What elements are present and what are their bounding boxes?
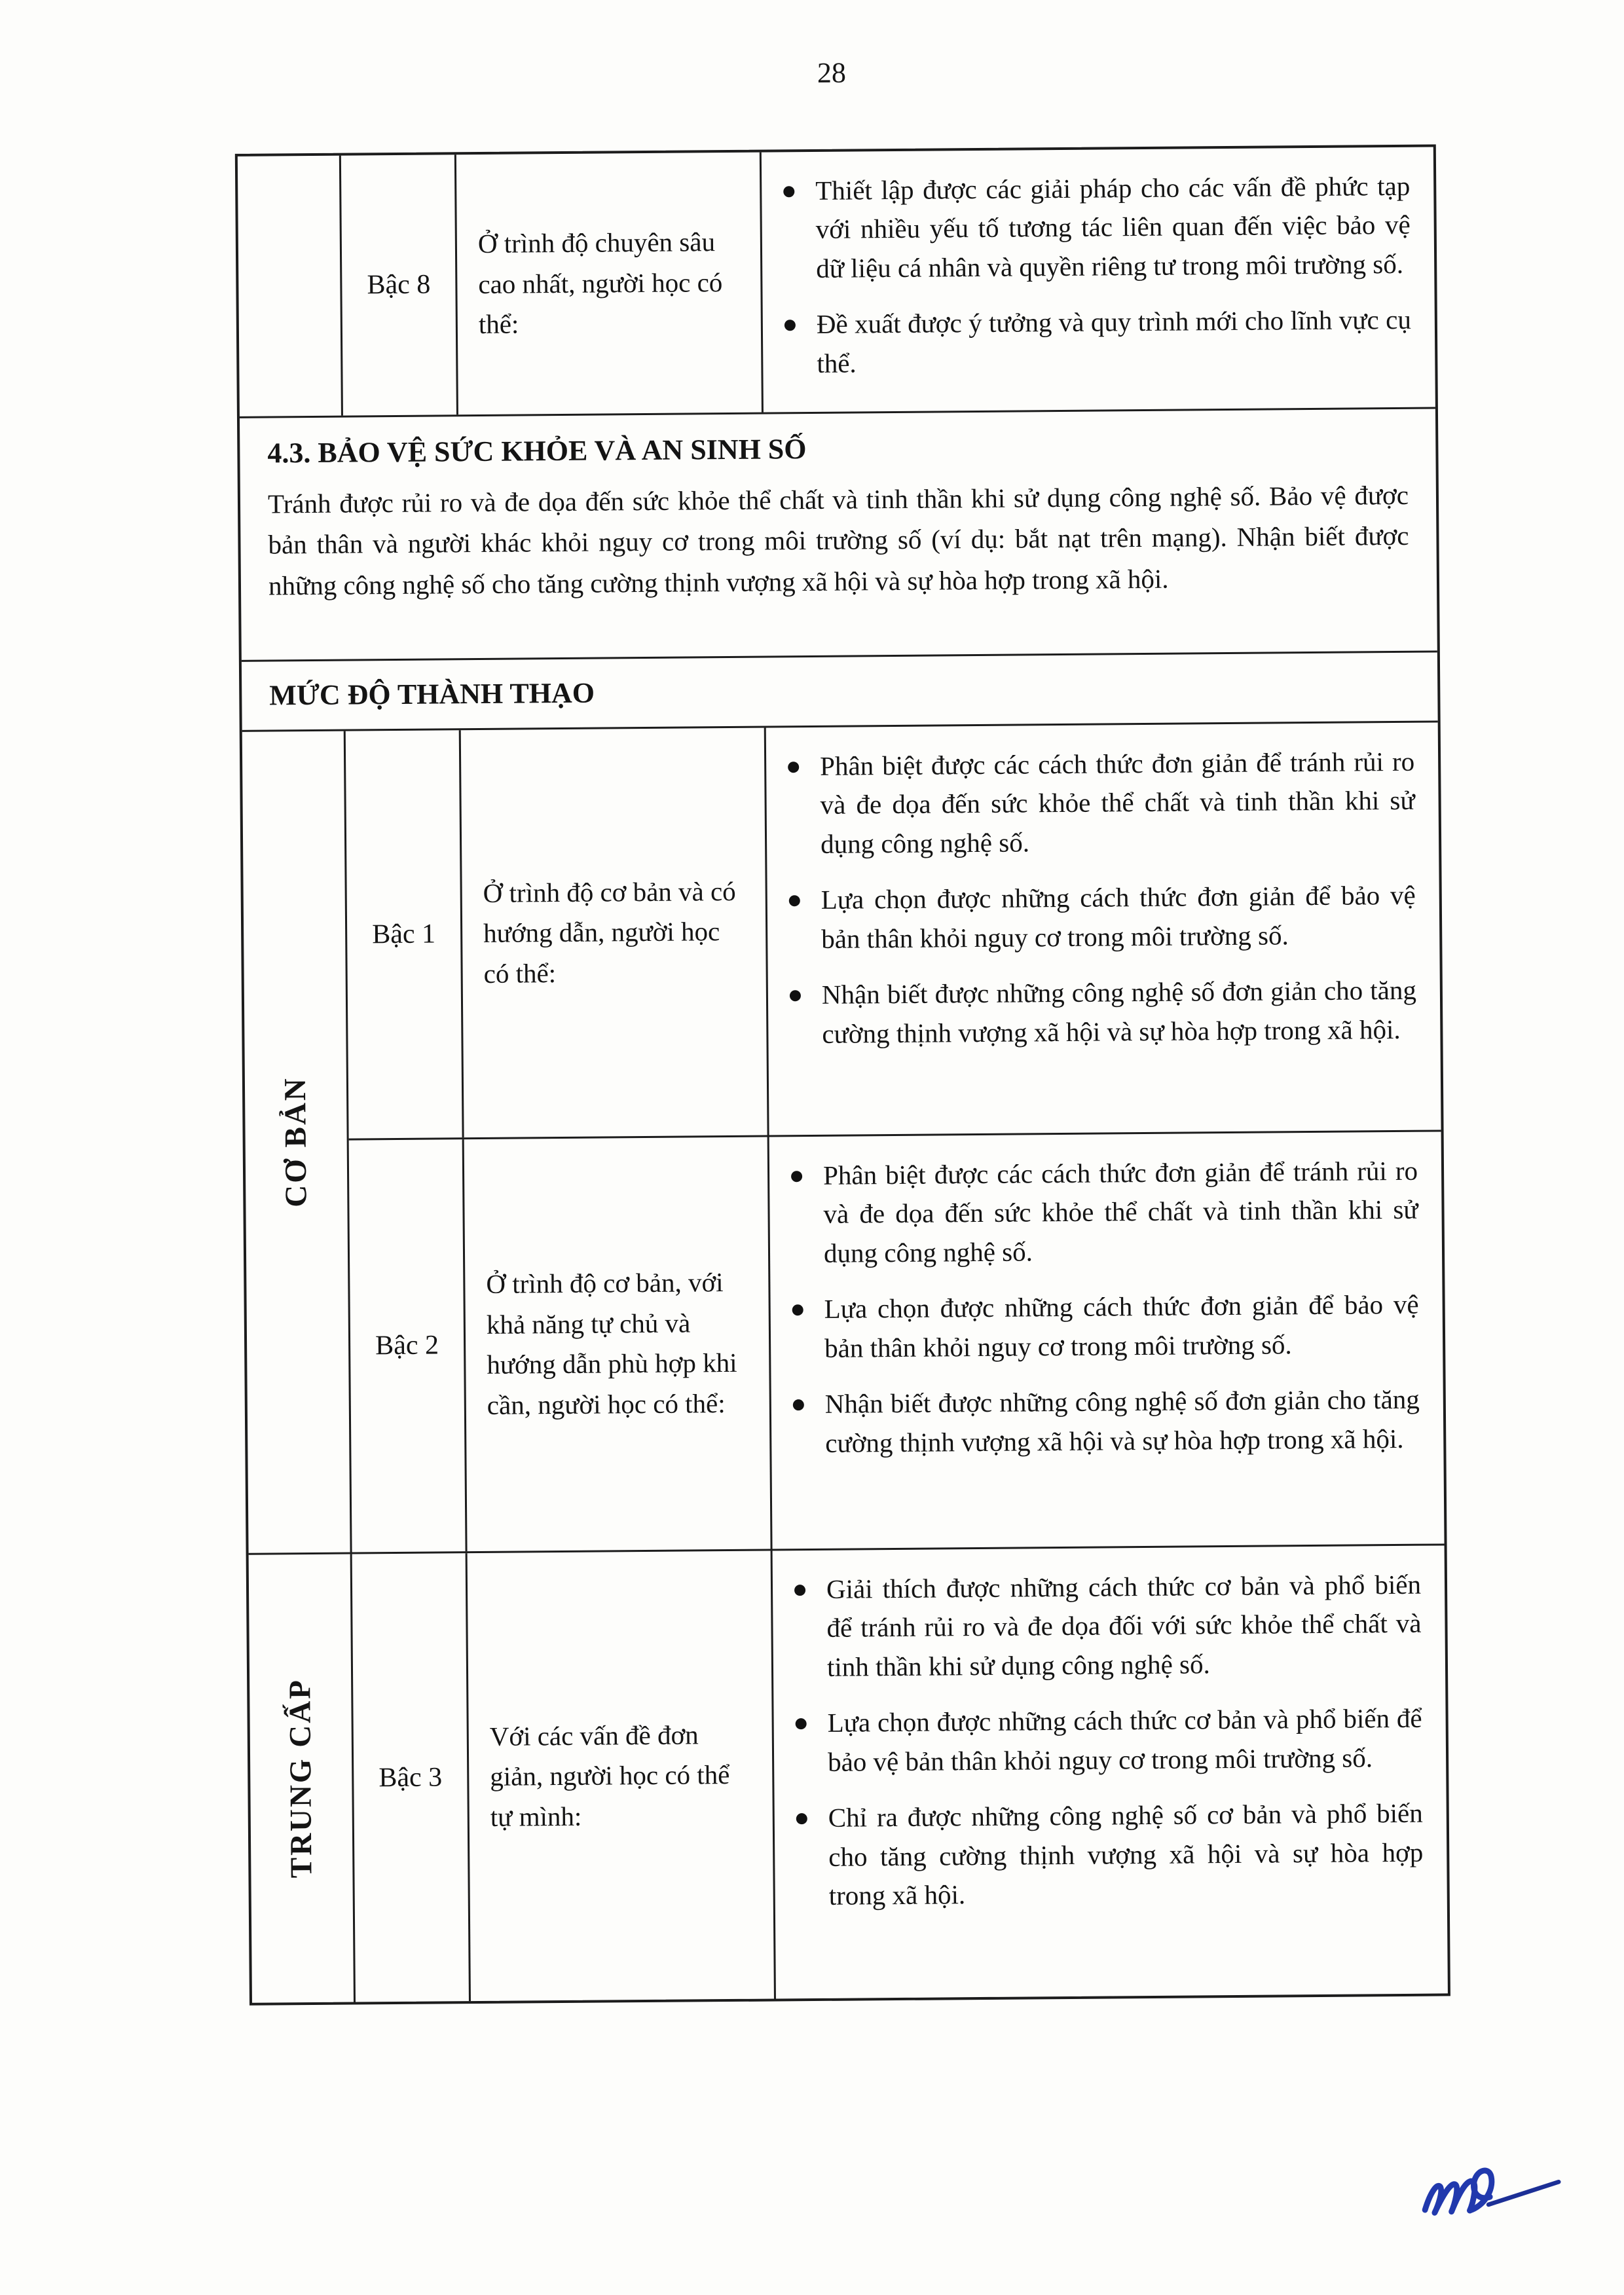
outcome-text: Thiết lập được các giải pháp cho các vấn đề phức tạp với nhiều yếu tố tương tác liên quan đến việc bảo vệ dữ liệu cá nhân và quyền riêng tư trong môi trường số.: [815, 170, 1411, 284]
level-outcomes: [766, 722, 1441, 1135]
group-label-cell-empty: [238, 156, 343, 416]
signature-initials-icon: [1411, 2152, 1576, 2241]
list-item: [762, 167, 1434, 289]
bullet-icon: [796, 1813, 807, 1824]
bullet-icon: [791, 1171, 802, 1182]
list-item: [769, 1151, 1442, 1273]
list-item: [773, 1565, 1445, 1687]
table-group-trung-cap: [249, 1543, 1448, 2002]
level-outcomes: [769, 1131, 1445, 1549]
group-label: CƠ BẢN: [278, 1076, 314, 1208]
level-label: Bậc 8: [341, 155, 458, 416]
proficiency-title: MỨC ĐỘ THÀNH THẠO: [269, 676, 595, 712]
page-number: 28: [817, 56, 847, 89]
table-row-bac8: [238, 147, 1435, 417]
table-row-section: [240, 407, 1437, 660]
list-item: [766, 742, 1439, 864]
level-label: Bậc 1: [346, 730, 464, 1138]
list-item: [773, 1699, 1446, 1782]
bullet-icon: [788, 762, 799, 773]
group-label: TRUNG CẤP: [283, 1678, 319, 1879]
level-descriptor: Với các vấn đề đơn giản, người học có thể tự mình:: [468, 1551, 776, 2001]
outcome-text: Nhận biết được những công nghệ số đơn giản cho tăng cường thịnh vượng xã hội và sự hòa hợp trong xã hội.: [821, 974, 1417, 1049]
table-row-proficiency-header: [242, 651, 1438, 730]
outcome-text: Đề xuất được ý tưởng và quy trình mới cho lĩnh vực cụ thể.: [816, 304, 1412, 378]
outcome-text: Phân biệt được các cách thức đơn giản để tránh rủi ro và đe dọa đến sức khỏe thể chất và tinh thần khi sử dụng công nghệ số.: [819, 746, 1415, 859]
section-description: Tránh được rủi ro và đe dọa đến sức khỏe thể chất và tinh thần khi sử dụng công nghệ số. Bảo vệ được bản thân và người khác khỏi nguy cơ trong môi trường số (ví dụ: bắt nạt trên mạng). Nhận biết được những công nghệ số cho tăng cường thịnh vượng xã hội và sự hòa hợp trong xã hội.: [267, 479, 1409, 601]
bullet-icon: [795, 1718, 806, 1729]
bullet-icon: [792, 1399, 803, 1410]
outcome-text: Chỉ ra được những công nghệ số cơ bản và phổ biến cho tăng cường thịnh vượng xã hội và sự hòa hợp trong xã hội.: [828, 1797, 1424, 1911]
table-row-bac3: [352, 1545, 1448, 2002]
bullet-icon: [794, 1585, 805, 1596]
table-row-bac1: [346, 722, 1441, 1138]
outcome-text: Lựa chọn được những cách thức cơ bản và phổ biến để bảo vệ bản thân khỏi nguy cơ trong môi trường số.: [827, 1703, 1422, 1777]
bullet-icon: [792, 1304, 803, 1315]
level-descriptor: Ở trình độ cơ bản, với khả năng tự chủ và hướng dẫn phù hợp khi cần, người học có thể:: [464, 1137, 773, 1552]
table-row-bac2: [349, 1129, 1445, 1552]
proficiency-cell: [242, 653, 1438, 730]
outcome-text: Lựa chọn được những cách thức đơn giản để bảo vệ bản thân khỏi nguy cơ trong môi trường số.: [821, 880, 1416, 954]
section-heading: 4.3. BẢO VỆ SỨC KHỎE VÀ AN SINH SỐ: [267, 433, 807, 469]
list-item: [775, 1794, 1447, 1916]
outcome-text: Giải thích được những cách thức cơ bản và phổ biến để tránh rủi ro và đe dọa đối với sức khỏe thể chất và tinh thần khi sử dụng công nghệ số.: [826, 1569, 1422, 1682]
section-cell: [240, 409, 1437, 660]
level-label: Bậc 3: [352, 1553, 471, 2002]
list-item: [771, 1380, 1444, 1463]
list-item: [767, 876, 1440, 959]
level-outcomes: [773, 1545, 1448, 1998]
group-rows: [346, 722, 1445, 1552]
bullet-icon: [788, 895, 800, 906]
list-item: [763, 301, 1435, 384]
bullet-icon: [789, 990, 800, 1001]
level-label: Bậc 2: [349, 1139, 468, 1552]
list-item: [770, 1285, 1443, 1368]
competency-table: [235, 144, 1450, 2005]
outcome-text: Nhận biết được những công nghệ số đơn giản cho tăng cường thịnh vượng xã hội và sự hòa hợp trong xã hội.: [824, 1384, 1420, 1458]
level-descriptor: Ở trình độ cơ bản và có hướng dẫn, người học có thể:: [461, 728, 769, 1138]
group-label-cell: [242, 731, 352, 1553]
bullet-icon: [784, 320, 795, 331]
level-descriptor: Ở trình độ chuyên sâu cao nhất, người học có thể:: [456, 153, 764, 415]
group-label-cell: [249, 1554, 356, 2003]
outcome-text: Phân biệt được các cách thức đơn giản để tránh rủi ro và đe dọa đến sức khỏe thể chất và tinh thần khi sử dụng công nghệ số.: [822, 1155, 1418, 1268]
group-rows: [352, 1545, 1448, 2002]
list-item: [768, 971, 1441, 1054]
level-outcomes: [762, 147, 1435, 413]
table-group-co-ban: [242, 720, 1445, 1552]
bullet-icon: [783, 186, 794, 197]
outcome-text: Lựa chọn được những cách thức đơn giản để bảo vệ bản thân khỏi nguy cơ trong môi trường số.: [824, 1289, 1419, 1363]
